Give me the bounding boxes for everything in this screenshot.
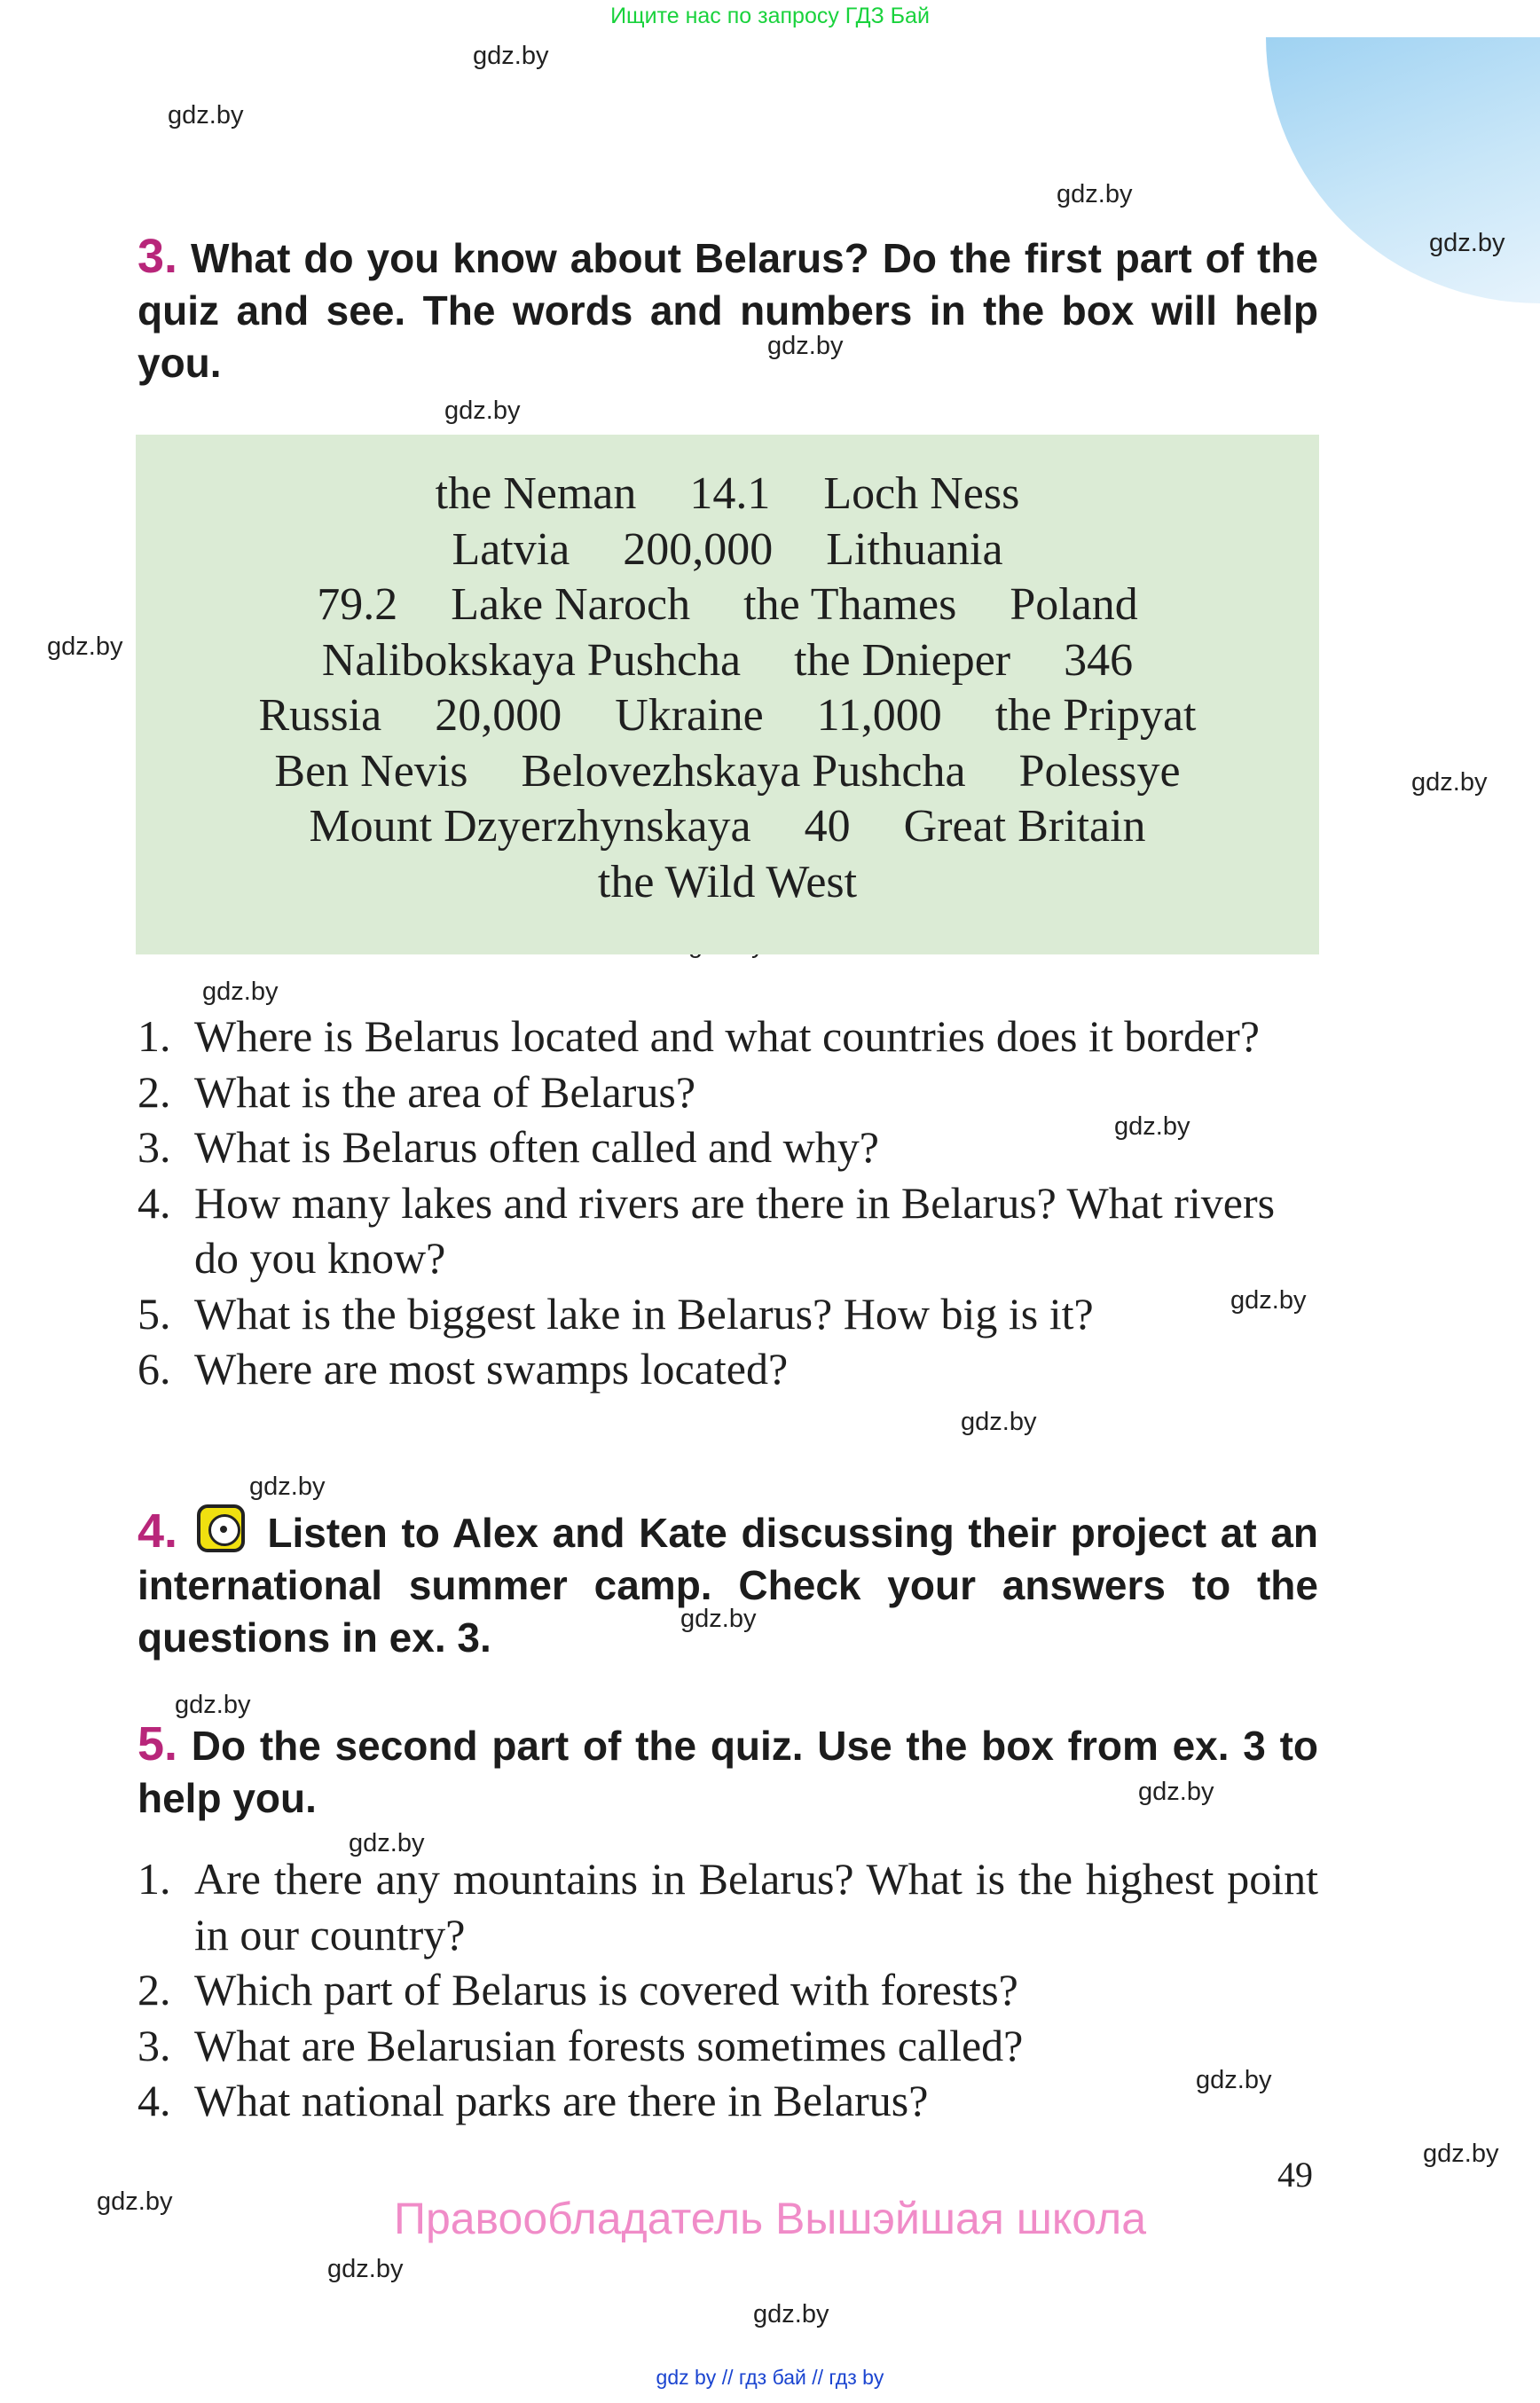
word-box-line bbox=[136, 799, 1319, 855]
word-box-line bbox=[136, 688, 1319, 744]
watermark: gdz.by bbox=[444, 397, 521, 425]
question-text: Are there any mountains in Belarus? What is the highest point in our country? bbox=[194, 1854, 1318, 1959]
word-box-item: Latvia bbox=[452, 523, 570, 575]
word-box-item: Lake Naroch bbox=[451, 579, 691, 630]
question-number: 3. bbox=[138, 2020, 171, 2070]
word-box-item: 11,000 bbox=[816, 690, 942, 741]
top-banner: Ищите нас по запросу ГДЗ Бай bbox=[610, 4, 930, 28]
question-number: 4. bbox=[138, 2076, 171, 2125]
watermark: gdz.by bbox=[680, 1605, 757, 1633]
question-number: 1. bbox=[138, 1854, 171, 1904]
word-box-item: Ben Nevis bbox=[274, 745, 468, 797]
question-text: What is Belarus often called and why? bbox=[194, 1122, 879, 1172]
copyright-notice: Правообладатель Вышэйшая школа bbox=[394, 2194, 1146, 2243]
question-item bbox=[138, 1341, 1318, 1397]
word-box-line bbox=[136, 577, 1319, 633]
word-box-content bbox=[136, 467, 1319, 910]
word-box-item: Loch Ness bbox=[823, 468, 1020, 519]
watermark: gdz.by bbox=[1423, 2140, 1499, 2168]
question-text: What are Belarusian forests sometimes called? bbox=[194, 2020, 1024, 2070]
question-text: What is the area of Belarus? bbox=[194, 1066, 696, 1117]
word-box-item: the Pripyat bbox=[994, 690, 1197, 741]
watermark: gdz.by bbox=[753, 2300, 829, 2328]
word-box bbox=[136, 435, 1319, 954]
footer-links: gdz by // гдз бай // гдз by bbox=[656, 2366, 884, 2389]
watermark: gdz.by bbox=[249, 1472, 326, 1501]
exercise-number: 4. bbox=[138, 1504, 178, 1558]
audio-cd-icon[interactable] bbox=[197, 1504, 245, 1552]
page-number: 49 bbox=[1277, 2155, 1313, 2195]
word-box-item: 40 bbox=[804, 801, 851, 852]
question-item bbox=[138, 2073, 1318, 2129]
watermark: gdz.by bbox=[1196, 2066, 1272, 2094]
word-box-item: Poland bbox=[1010, 579, 1138, 630]
word-box-item: the Neman bbox=[435, 468, 637, 519]
exercise-instruction: Do the second part of the quiz. Use the box from ex. 3 to help you. bbox=[138, 1723, 1318, 1821]
exercise-3-heading bbox=[138, 231, 1318, 389]
word-box-item: 79.2 bbox=[317, 579, 398, 630]
question-number: 3. bbox=[138, 1122, 171, 1172]
watermark: gdz.by bbox=[1114, 1112, 1190, 1141]
quiz-part-2 bbox=[138, 1851, 1318, 2129]
word-box-line bbox=[136, 467, 1319, 522]
word-box-item: Lithuania bbox=[826, 523, 1003, 575]
word-box-item: 200,000 bbox=[623, 523, 774, 575]
question-number: 2. bbox=[138, 1965, 171, 2014]
watermark: gdz.by bbox=[1057, 180, 1133, 208]
question-item bbox=[138, 1962, 1318, 2018]
word-box-item: 346 bbox=[1064, 634, 1134, 686]
watermark: gdz.by bbox=[473, 42, 549, 70]
word-box-item: Nalibokskaya Pushcha bbox=[321, 634, 742, 686]
question-item bbox=[138, 1064, 1318, 1120]
question-text: Where is Belarus located and what countries does it border? bbox=[194, 1011, 1260, 1061]
watermark: gdz.by bbox=[175, 1691, 251, 1719]
word-box-line bbox=[136, 522, 1319, 578]
word-box-line bbox=[136, 744, 1319, 800]
exercise-number: 3. bbox=[138, 230, 178, 283]
watermark: gdz.by bbox=[767, 332, 844, 360]
question-number: 2. bbox=[138, 1066, 171, 1117]
word-box-item: Polessye bbox=[1018, 745, 1181, 797]
question-text: Where are most swamps located? bbox=[194, 1344, 789, 1394]
watermark: gdz.by bbox=[1138, 1778, 1214, 1806]
quiz-part-1 bbox=[138, 1009, 1318, 1397]
question-text: What national parks are there in Belarus? bbox=[194, 2076, 929, 2125]
question-item bbox=[138, 1119, 1318, 1175]
question-item bbox=[138, 1851, 1318, 1962]
watermark: gdz.by bbox=[1411, 768, 1488, 797]
exercise-5-heading bbox=[138, 1718, 1318, 1825]
question-text: Which part of Belarus is covered with forests? bbox=[194, 1965, 1018, 2014]
question-text: What is the biggest lake in Belarus? How big is it? bbox=[194, 1288, 1094, 1339]
question-number: 4. bbox=[138, 1177, 171, 1228]
question-number: 6. bbox=[138, 1344, 171, 1394]
word-box-item: Mount Dzyerzhynskaya bbox=[309, 801, 751, 852]
word-box-line bbox=[136, 633, 1319, 689]
exercise-number: 5. bbox=[138, 1717, 178, 1771]
watermark: gdz.by bbox=[202, 978, 279, 1006]
word-box-line bbox=[136, 855, 1319, 911]
word-box-item: 14.1 bbox=[689, 468, 771, 519]
word-box-item: Ukraine bbox=[615, 690, 764, 741]
word-box-item: Belovezhskaya Pushcha bbox=[521, 745, 966, 797]
question-item bbox=[138, 1009, 1318, 1064]
word-box-item: the Dnieper bbox=[794, 634, 1011, 686]
question-number: 5. bbox=[138, 1288, 171, 1339]
question-item bbox=[138, 2018, 1318, 2074]
word-box-item: the Wild West bbox=[597, 856, 858, 907]
word-box-item: the Thames bbox=[743, 579, 957, 630]
watermark: gdz.by bbox=[1429, 229, 1505, 257]
watermark: gdz.by bbox=[349, 1829, 425, 1857]
question-item bbox=[138, 1286, 1318, 1342]
watermark: gdz.by bbox=[97, 2187, 173, 2216]
word-box-item: 20,000 bbox=[435, 690, 562, 741]
watermark: gdz.by bbox=[961, 1408, 1037, 1436]
watermark: gdz.by bbox=[168, 101, 244, 130]
watermark: gdz.by bbox=[1230, 1286, 1307, 1315]
question-text: How many lakes and rivers are there in Belarus? What rivers do you know? bbox=[194, 1177, 1276, 1283]
word-box-item: Great Britain bbox=[903, 801, 1146, 852]
question-number: 1. bbox=[138, 1011, 171, 1061]
word-box-item: Russia bbox=[258, 690, 382, 741]
exercise-instruction: Listen to Alex and Kate discussing their project at an international summer camp. Check your answers to the questions in ex. 3. bbox=[138, 1510, 1318, 1661]
watermark: gdz.by bbox=[47, 632, 123, 661]
exercise-instruction: What do you know about Belarus? Do the first part of the quiz and see. The words and numbers in the box will help you. bbox=[138, 235, 1318, 386]
watermark: gdz.by bbox=[327, 2255, 404, 2283]
question-item bbox=[138, 1175, 1318, 1286]
exercise-4-heading bbox=[138, 1504, 1318, 1664]
